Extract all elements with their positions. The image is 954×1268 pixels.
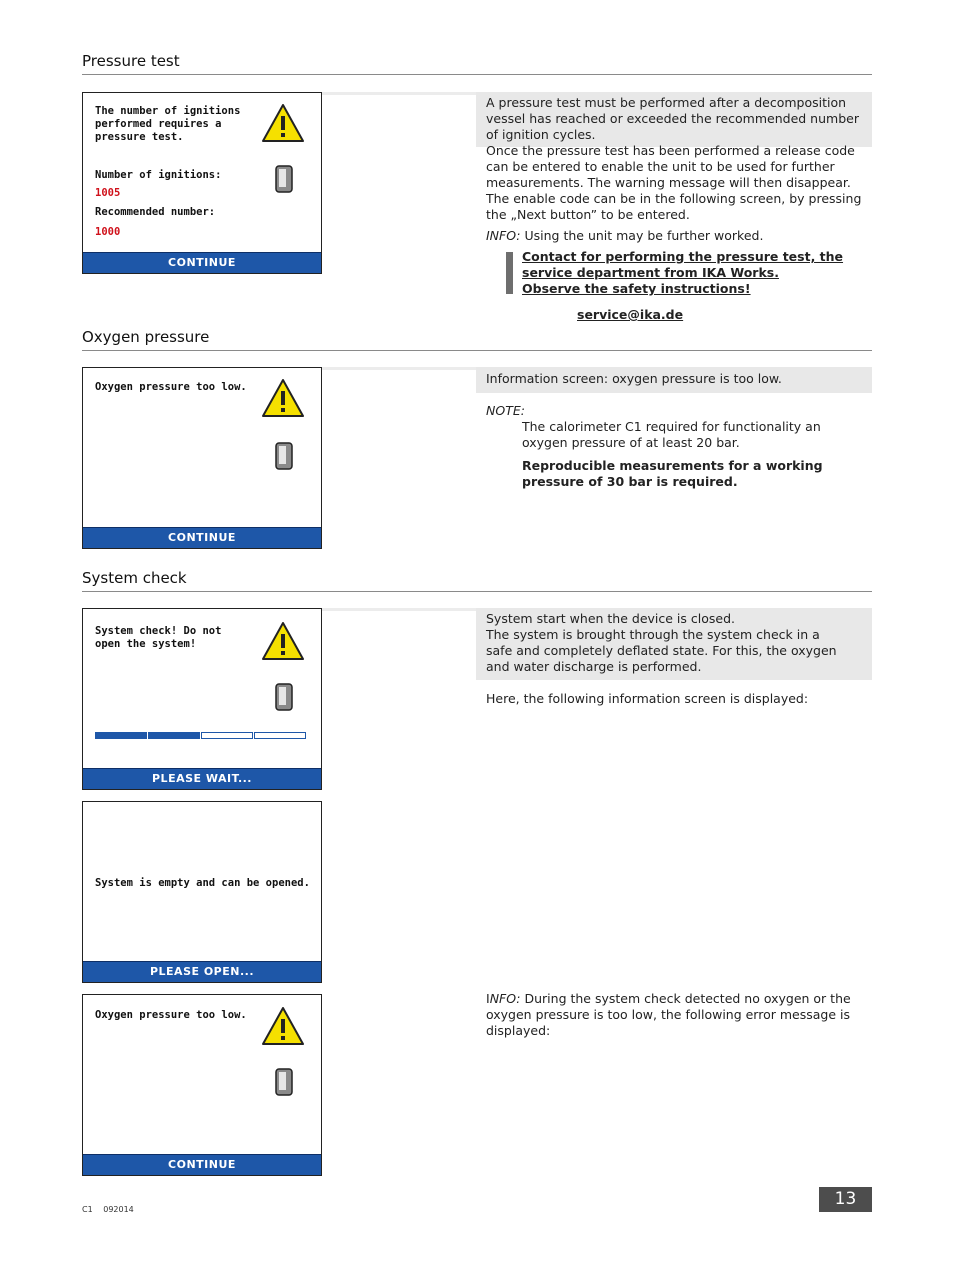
screen-message: System check! Do not open the system! bbox=[95, 625, 222, 650]
info-line bbox=[476, 228, 872, 244]
screen-message: Oxygen pressure too low. bbox=[95, 1009, 247, 1021]
vessel-icon bbox=[275, 442, 293, 470]
shaded-line-2: The system is brought through the system check in a safe and completely deflated state. For this, the oxygen and water discharge is performed. bbox=[486, 627, 837, 674]
ignitions-value: 1005 bbox=[95, 187, 121, 199]
device-screen-system-check bbox=[82, 608, 322, 790]
section-title-system-check: System check bbox=[82, 569, 872, 592]
warning-icon bbox=[261, 1006, 305, 1046]
doc-footer bbox=[82, 1205, 134, 1214]
screen-message: Oxygen pressure too low. bbox=[95, 381, 247, 393]
recommended-label: Recommended number: bbox=[95, 206, 216, 218]
continue-button[interactable]: CONTINUE bbox=[83, 527, 321, 548]
info-paragraph bbox=[476, 991, 872, 1039]
divider-bar bbox=[322, 92, 476, 95]
doc-id: C1 bbox=[82, 1205, 93, 1214]
doc-date: 092014 bbox=[103, 1205, 134, 1214]
note-text: The calorimeter C1 required for functionality an oxygen pressure of at least 20 bar. bbox=[522, 419, 821, 450]
service-email-link[interactable]: service@ika.de bbox=[577, 307, 684, 322]
info-label: INFO: bbox=[486, 228, 521, 243]
please-wait-button[interactable]: PLEASE WAIT... bbox=[83, 768, 321, 789]
ignitions-label: Number of ignitions: bbox=[95, 169, 222, 181]
info-label: NFO: bbox=[489, 991, 521, 1006]
section-title-oxygen-pressure: Oxygen pressure bbox=[82, 328, 872, 351]
shaded-block bbox=[476, 608, 872, 680]
shaded-paragraph: A pressure test must be performed after a decomposition vessel has reached or exceeded the recommended number of ignition cycles. bbox=[476, 92, 872, 147]
note-label: NOTE: bbox=[486, 403, 525, 418]
continue-button[interactable]: CONTINUE bbox=[83, 1154, 321, 1175]
recommended-value: 1000 bbox=[95, 226, 121, 238]
info-prefix: I bbox=[486, 991, 490, 1006]
system-check-info bbox=[476, 991, 872, 1039]
vessel-icon bbox=[275, 1068, 293, 1096]
divider-bar bbox=[322, 367, 476, 370]
divider-bar bbox=[322, 608, 476, 611]
vessel-icon bbox=[275, 165, 293, 193]
notice-block bbox=[476, 249, 872, 297]
progress-segment bbox=[254, 732, 306, 739]
device-screen-oxygen-pressure bbox=[82, 367, 322, 549]
warning-icon bbox=[261, 621, 305, 661]
shaded-paragraph: Information screen: oxygen pressure is too low. bbox=[476, 367, 872, 393]
device-screen-oxygen-low bbox=[82, 994, 322, 1176]
warning-icon bbox=[261, 378, 305, 418]
info-text: During the system check detected no oxygen or the oxygen pressure is too low, the following error message is displayed: bbox=[486, 991, 851, 1038]
oxygen-pressure-description bbox=[476, 367, 872, 490]
after-text: Here, the following information screen is displayed: bbox=[486, 691, 809, 706]
notice-line-2: service department from IKA Works. bbox=[522, 265, 779, 280]
note-bold: Reproducible measurements for a working pressure of 30 bar is required. bbox=[522, 458, 823, 489]
warning-icon bbox=[261, 103, 305, 143]
device-screen-pressure-test bbox=[82, 92, 322, 274]
progress-bar bbox=[95, 732, 305, 739]
screen-message: System is empty and can be opened. bbox=[95, 877, 310, 889]
info-text: Using the unit may be further worked. bbox=[520, 228, 764, 243]
notice-line-1: Contact for performing the pressure test, the bbox=[522, 249, 844, 264]
page-number: 13 bbox=[819, 1187, 872, 1212]
paragraph: Once the pressure test has been performed a release code can be entered to enable the unit to be used for further measurements. The warning message will then disappear. The enable code can be in the following screen, by pressing the „Next button” to be entered. bbox=[486, 143, 862, 222]
progress-segment bbox=[95, 732, 147, 739]
continue-button[interactable]: CONTINUE bbox=[83, 252, 321, 273]
shaded-line-1: System start when the device is closed. bbox=[486, 611, 735, 626]
notice-line-3: Observe the safety instructions! bbox=[522, 281, 751, 296]
system-check-description bbox=[476, 608, 872, 707]
progress-segment bbox=[201, 732, 253, 739]
pressure-test-description bbox=[476, 92, 872, 323]
device-screen-system-empty bbox=[82, 801, 322, 983]
progress-segment bbox=[148, 732, 200, 739]
please-open-button[interactable]: PLEASE OPEN... bbox=[83, 961, 321, 982]
notice-bar bbox=[506, 252, 513, 294]
section-title-pressure-test: Pressure test bbox=[82, 52, 872, 75]
vessel-icon bbox=[275, 683, 293, 711]
screen-message: The number of ignitions performed requires a pressure test. bbox=[95, 105, 241, 143]
